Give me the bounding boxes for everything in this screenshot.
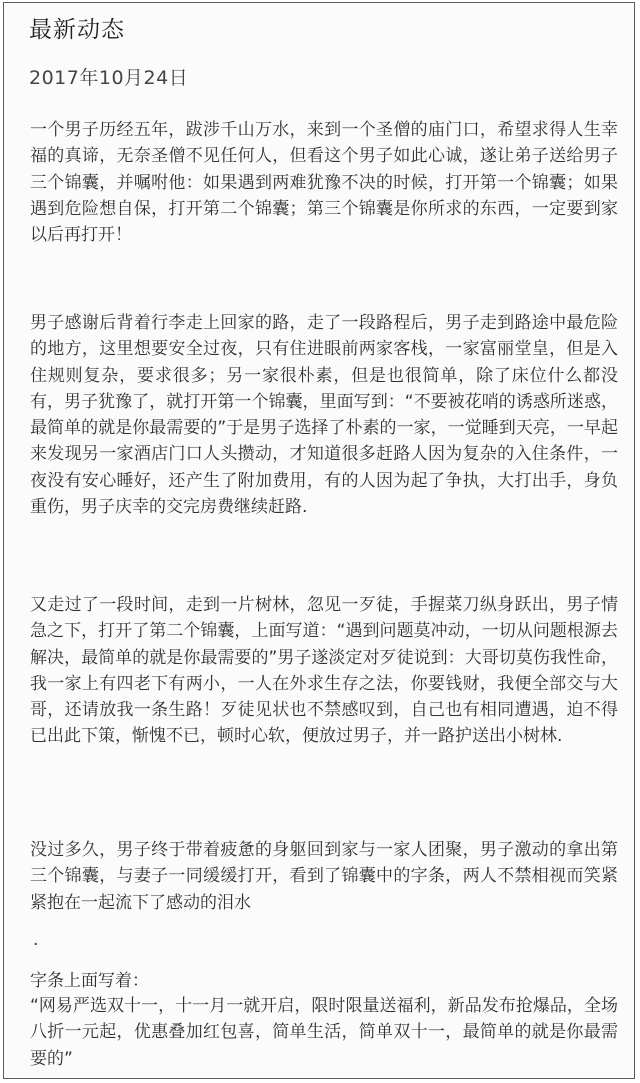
post-date: 2017年10月24日 [29,67,189,89]
note-label: 字条上面写着： [30,971,149,991]
article-paragraph-4: 没过多久，男子终于带着疲惫的身躯回到家与一家人团聚，男子激动的拿出第三个锦囊，与妻子一同缓缓打开，看到了锦囊中的字条，两人不禁相视而笑紧紧抱在一起流下了感动的泪水 [30,840,618,913]
article-card [3,2,635,1079]
separator-dot: . [33,930,39,950]
page-title: 最新动态 [29,17,125,43]
article-paragraph-3: 又走过了一段时间，走到一片树林，忽见一歹徒，手握菜刀纵身跃出，男子情急之下，打开了第二个锦囊，上面写道：“遇到问题莫冲动，一切从问题根源去解决，最简单的就是你最需要的”男子遂淡定对歹徒说到：大哥切莫伤我性命，我一家上有四老下有两小，一人在外求生存之法，你要钱财，我便全部交与大哥，还请放我一条生路！歹徒见状也不禁感叹到，自己也有相同遭遇，迫不得已出此下策，惭愧不已，顿时心软，便放过男子，并一路护送出小树林. [30,595,618,747]
article-paragraph-2: 男子感谢后背着行李走上回家的路，走了一段路程后，男子走到路途中最危险的地方，这里想要安全过夜，只有住进眼前两家客栈，一家富丽堂皇，但是入住规则复杂，要求很多；另一家很朴素，但是也很简单，除了床位什么都没有，男子犹豫了，就打开第一个锦囊，里面写到：“不要被花哨的诱惑所迷惑，最简单的就是你最需要的”于是男子选择了朴素的一家，一觉睡到天亮，一早起来发现另一家酒店门口人头攒动，才知道很多赶路人因为复杂的入住条件，一夜没有安心睡好，还产生了附加费用，有的人因为起了争执，大打出手，身负重伤，男子庆幸的交完房费继续赶路. [30,313,618,518]
article-paragraph-1: 一个男子历经五年，跋涉千山万水，来到一个圣僧的庙门口，希望求得人生幸福的真谛，无奈圣僧不见任何人，但看这个男子如此心诚，遂让弟子送给男子三个锦囊，并嘱咐他：如果遇到两难犹豫不决的时候，打开第一个锦囊；如果遇到危险想自保，打开第二个锦囊；第三个锦囊是你所求的东西，一定要到家以后再打开！ [30,120,618,246]
note-text: “网易严选双十一，十一月一就开启，限时限量送福利，新品发布抢爆品，全场八折一元起，优惠叠加红包喜，简单生活，简单双十一，最简单的就是你最需要的” [30,996,618,1069]
